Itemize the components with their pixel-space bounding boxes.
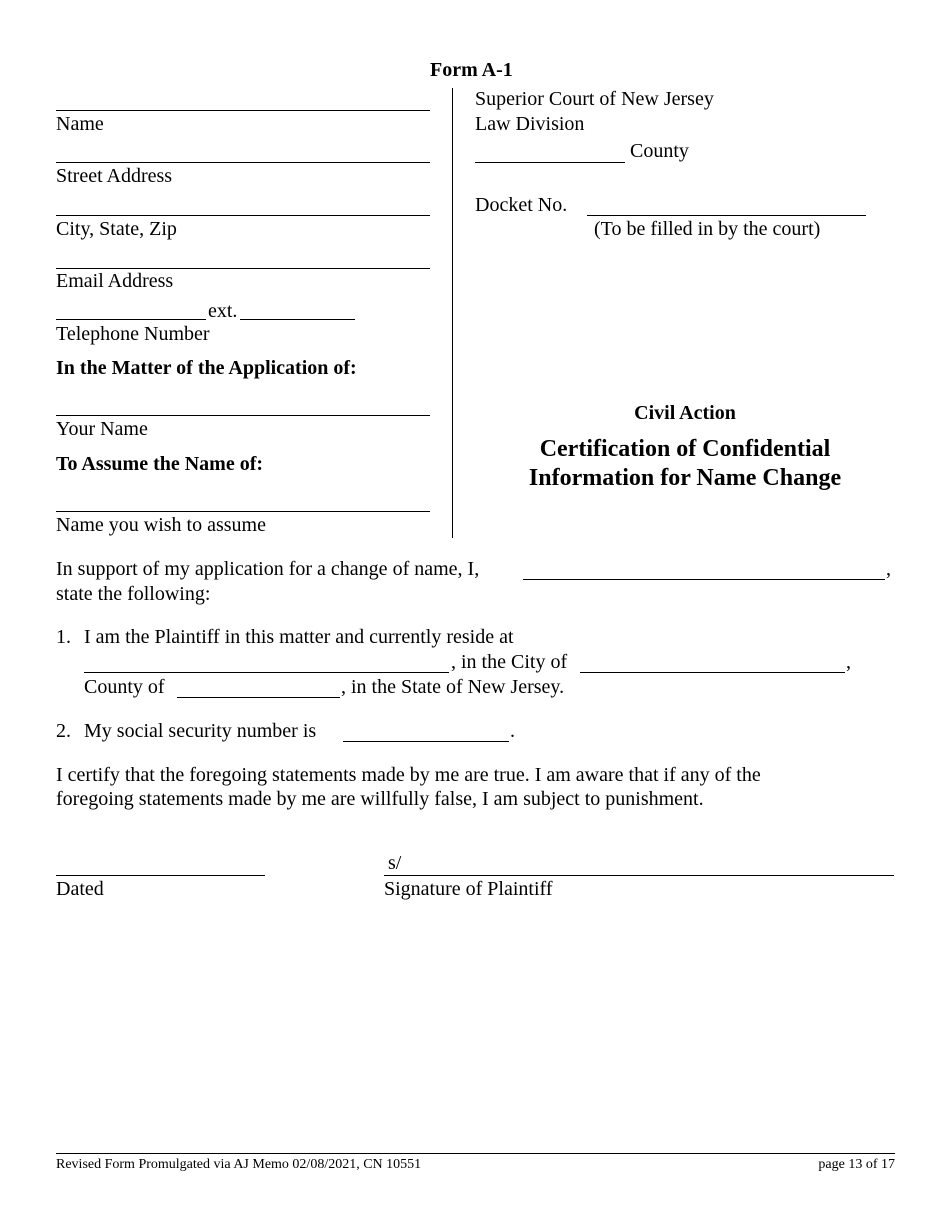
item1-number: 1.	[56, 626, 71, 648]
intro-text: In support of my application for a change of name, I,	[56, 558, 480, 580]
ssn-field[interactable]	[343, 719, 509, 742]
your-name-label: Your Name	[56, 418, 148, 440]
name-field[interactable]	[56, 88, 430, 111]
telephone-label: Telephone Number	[56, 323, 210, 345]
civil-action-label: Civil Action	[634, 402, 736, 424]
item2-text: My social security number is	[84, 720, 317, 742]
signature-label: Signature of Plaintiff	[384, 878, 553, 900]
docket-note: (To be filled in by the court)	[594, 218, 821, 240]
ext-label: ext.	[208, 300, 238, 322]
plaintiff-name-field[interactable]	[523, 557, 885, 580]
street-address-label: Street Address	[56, 165, 173, 187]
dated-label: Dated	[56, 878, 104, 900]
telephone-field[interactable]	[56, 297, 206, 320]
intro-comma: ,	[886, 558, 891, 580]
new-name-field[interactable]	[56, 489, 430, 512]
county-field[interactable]	[475, 140, 625, 163]
docket-label: Docket No.	[475, 194, 568, 216]
certification-line2: foregoing statements made by me are willfully false, I am subject to punishment.	[56, 788, 704, 810]
city-state-zip-label: City, State, Zip	[56, 218, 177, 240]
residence-address-field[interactable]	[84, 650, 449, 673]
document-title-line2: Information for Name Change	[528, 465, 842, 491]
city-field[interactable]	[580, 650, 845, 673]
dated-field[interactable]	[56, 853, 265, 876]
email-label: Email Address	[56, 270, 174, 292]
court-division: Law Division	[475, 113, 585, 135]
document-title-line1: Certification of Confidential	[539, 436, 831, 462]
name-label: Name	[56, 113, 104, 135]
intro-text-2: state the following:	[56, 583, 211, 605]
docket-field[interactable]	[587, 193, 866, 216]
footer-revised: Revised Form Promulgated via AJ Memo 02/08/2021, CN 10551	[56, 1157, 422, 1172]
county-of-field[interactable]	[177, 675, 340, 698]
item1-comma: ,	[846, 651, 851, 673]
signature-prefix: s/	[388, 852, 402, 874]
column-divider	[452, 88, 453, 538]
new-name-label: Name you wish to assume	[56, 514, 266, 536]
footer-rule	[56, 1153, 895, 1154]
item2-number: 2.	[56, 720, 71, 742]
assume-heading: To Assume the Name of:	[56, 453, 264, 475]
item1-county-text: County of	[84, 676, 165, 698]
your-name-field[interactable]	[56, 393, 430, 416]
form-id: Form A-1	[430, 59, 513, 81]
court-name: Superior Court of New Jersey	[475, 88, 714, 110]
email-field[interactable]	[56, 246, 430, 269]
item2-period: .	[510, 720, 515, 742]
telephone-ext-field[interactable]	[240, 297, 355, 320]
matter-heading: In the Matter of the Application of:	[56, 357, 357, 379]
street-address-field[interactable]	[56, 140, 430, 163]
footer-page-number: page 13 of 17	[818, 1157, 895, 1172]
signature-field[interactable]	[384, 853, 894, 876]
city-state-zip-field[interactable]	[56, 193, 430, 216]
certification-line1: I certify that the foregoing statements made by me are true. I am aware that if any of the	[56, 764, 761, 786]
item1-city-text: , in the City of	[451, 651, 568, 673]
item1-state-text: , in the State of New Jersey.	[341, 676, 565, 698]
item1-text: I am the Plaintiff in this matter and currently reside at	[84, 626, 514, 648]
county-label: County	[630, 140, 689, 162]
